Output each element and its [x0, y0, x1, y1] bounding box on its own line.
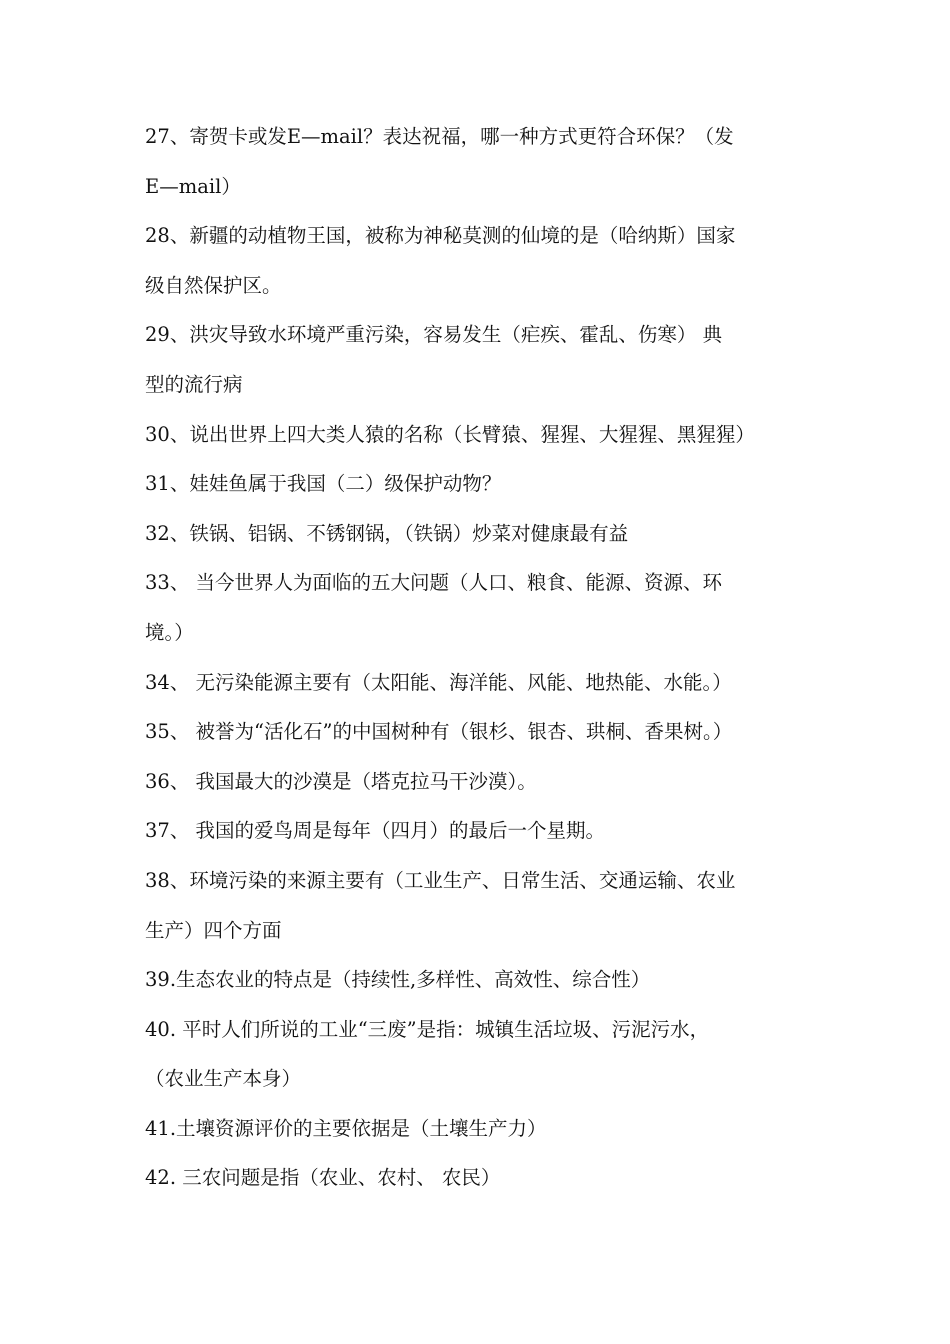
document-body: [145, 117, 815, 1208]
text-line-30: 30、说出世界上四大类人猿的名称（长臂猿、猩猩、大猩猩、黑猩猩）: [145, 422, 755, 446]
text-line-38a: 38、环境污染的来源主要有（工业生产、日常生活、交通运输、农业: [145, 868, 736, 892]
text-line-37: 37、 我国的爱鸟周是每年（四月）的最后一个星期。: [145, 819, 606, 843]
text-line-33a: 33、 当今世界人为面临的五大问题（人口、粮食、能源、资源、环: [145, 571, 723, 595]
text-line-39: 39.生态农业的特点是（持续性,多样性、高效性、综合性）: [145, 968, 651, 992]
text-line-40b: （农业生产本身）: [145, 1067, 302, 1091]
text-line-27b: E—mail）: [145, 174, 241, 198]
text-line-28a: 28、新疆的动植物王国，被称为神秘莫测的仙境的是（哈纳斯）国家: [145, 224, 736, 248]
text-line-28b: 级自然保护区。: [145, 273, 282, 297]
text-line-42: 42. 三农问题是指（农业、农村、 农民）: [145, 1166, 501, 1190]
text-line-40a: 40. 平时人们所说的工业“三废”是指：城镇生活垃圾、污泥污水，: [145, 1017, 710, 1041]
text-line-33b: 境。）: [145, 620, 194, 644]
text-line-29a: 29、洪灾导致水环境严重污染，容易发生（疟疾、霍乱、伤寒） 典: [145, 323, 723, 347]
text-line-41: 41.土壤资源评价的主要依据是（土壤生产力）: [145, 1116, 547, 1140]
text-line-29b: 型的流行病: [145, 372, 243, 396]
text-line-32: 32、铁锅、铝锅、不锈钢锅，（铁锅）炒菜对健康最有益: [145, 521, 629, 545]
text-line-31: 31、娃娃鱼属于我国（二）级保护动物？: [145, 472, 502, 496]
text-line-27a: 27、寄贺卡或发E—mail？表达祝福，哪一种方式更符合环保？（发: [145, 125, 734, 148]
text-line-36: 36、 我国最大的沙漠是（塔克拉马干沙漠）。: [145, 769, 537, 793]
text-line-34: 34、 无污染能源主要有（太阳能、海洋能、风能、地热能、水能。）: [145, 670, 732, 694]
text-line-38b: 生产）四个方面: [145, 918, 282, 942]
text-line-35: 35、 被誉为“活化石”的中国树种有（银杉、银杏、珙桐、香果树。）: [145, 720, 733, 744]
